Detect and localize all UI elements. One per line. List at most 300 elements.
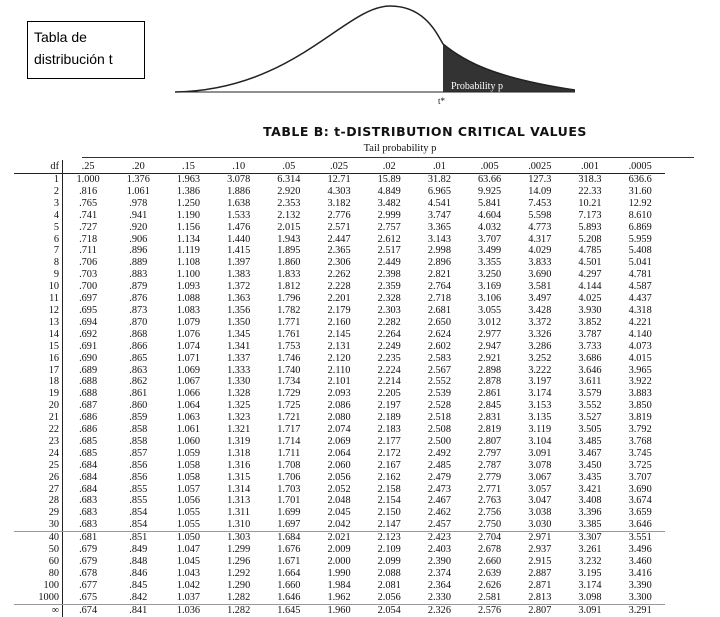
critical-value-cell: 2.000 — [327, 556, 351, 567]
critical-value-cell: 2.048 — [327, 495, 351, 507]
critical-value-cell: 3.505 — [578, 424, 602, 436]
critical-value-cell: .683 — [79, 507, 98, 519]
critical-value-cell: 3.300 — [615, 592, 665, 604]
critical-value-cell: 1.746 — [277, 352, 301, 364]
table-row — [14, 472, 665, 484]
critical-value-cell: 1.960 — [327, 604, 351, 616]
critical-value-cell: 1.325 — [227, 400, 251, 412]
critical-value-cell: 2.639 — [478, 567, 502, 579]
critical-value-cell: 1.886 — [227, 185, 251, 197]
df-cell: 6 — [14, 234, 63, 246]
critical-value-cell: 31.60 — [628, 185, 652, 197]
critical-value-cell: 3.057 — [528, 483, 552, 495]
critical-value-cell: 3.182 — [327, 197, 351, 209]
critical-value-cell: 2.160 — [327, 316, 351, 328]
critical-value-cell: 2.947 — [478, 340, 502, 352]
df-cell: ∞ — [14, 604, 63, 616]
critical-value-cell: 3.527 — [578, 412, 602, 424]
critical-value-cell: 2.567 — [427, 364, 451, 376]
critical-value-cell: 3.169 — [478, 281, 502, 293]
critical-value-cell: 5.408 — [628, 245, 652, 257]
critical-value-cell: 2.660 — [478, 556, 502, 567]
critical-value-cell: 4.318 — [628, 304, 652, 316]
critical-value-cell: 3.098 — [565, 592, 615, 604]
critical-value-cell: 3.291 — [628, 604, 652, 616]
critical-value-cell: 1.316 — [227, 459, 251, 471]
df-cell: 27 — [14, 484, 63, 496]
critical-value-cell: 2.423 — [427, 532, 451, 544]
critical-value-cell: 2.915 — [528, 556, 552, 567]
critical-value-cell: 4.541 — [427, 197, 451, 209]
critical-value-cell: 3.467 — [578, 447, 602, 459]
critical-value-cell: 2.517 — [377, 245, 401, 257]
critical-value-cell: 2.205 — [377, 388, 401, 400]
critical-value-cell: 3.496 — [628, 544, 652, 556]
critical-value-cell: 1.282 — [214, 592, 264, 604]
critical-value-cell: 3.153 — [528, 400, 552, 412]
df-cell: 24 — [14, 448, 63, 460]
critical-value-cell: 2.831 — [478, 412, 502, 424]
critical-value-cell: 5.893 — [578, 221, 602, 233]
slide-title-box — [27, 21, 145, 79]
critical-value-cell: 2.898 — [478, 364, 502, 376]
critical-value-cell: 4.501 — [578, 257, 602, 269]
critical-value-cell: 2.154 — [377, 495, 401, 507]
table-row — [14, 281, 665, 293]
critical-value-cell: 2.807 — [478, 435, 502, 447]
critical-value-cell: .678 — [79, 567, 98, 579]
critical-value-cell: .856 — [129, 471, 148, 483]
critical-value-cell: 1.729 — [277, 388, 301, 400]
critical-value-cell: .858 — [129, 435, 148, 447]
probability-header: .20 — [113, 160, 163, 174]
critical-value-cell: .683 — [63, 519, 114, 531]
critical-value-cell: 3.326 — [528, 328, 552, 340]
critical-value-cell: 1.397 — [227, 257, 251, 269]
critical-value-cell: 2.998 — [427, 245, 451, 257]
critical-value-cell: 2.403 — [427, 544, 451, 556]
critical-value-cell: 3.047 — [528, 495, 552, 507]
critical-value-cell: .860 — [129, 400, 148, 412]
df-cell: 21 — [14, 412, 63, 424]
critical-value-cell: 14.09 — [528, 185, 552, 197]
critical-value-cell: 1.093 — [176, 281, 201, 293]
table-row — [14, 269, 665, 281]
critical-value-cell: 1.533 — [227, 209, 251, 221]
critical-value-cell: 1.282 — [227, 604, 251, 616]
df-cell: 18 — [14, 376, 63, 388]
critical-value-cell: 1.345 — [227, 328, 251, 340]
critical-value-cell: .694 — [79, 316, 98, 328]
critical-value-cell: 1.337 — [227, 352, 251, 364]
probability-header: .10 — [214, 160, 264, 174]
critical-value-cell: 4.297 — [578, 269, 602, 281]
table-row — [14, 174, 665, 186]
critical-value-cell: 2.056 — [327, 471, 351, 483]
critical-value-cell: 2.518 — [427, 412, 451, 424]
critical-value-cell: 7.453 — [528, 197, 552, 209]
critical-value-cell: 3.581 — [528, 281, 552, 293]
critical-value-cell: 12.71 — [327, 174, 351, 185]
critical-value-cell: .681 — [79, 532, 98, 544]
critical-value-cell: .718 — [79, 233, 98, 245]
slide-title-line2: distribución t — [34, 51, 113, 67]
critical-value-cell: 3.055 — [478, 304, 502, 316]
critical-value-cell: 1.318 — [227, 447, 251, 459]
critical-value-cell: 1.383 — [227, 269, 251, 281]
critical-value-cell: 2.074 — [327, 424, 351, 436]
critical-value-cell: 4.317 — [528, 233, 552, 245]
probability-header: .01 — [414, 160, 464, 174]
df-cell: 4 — [14, 210, 63, 222]
t-critical-values-table — [14, 160, 665, 617]
critical-value-cell: 2.060 — [327, 459, 351, 471]
critical-value-cell: 8.610 — [628, 209, 652, 221]
critical-value-cell: 5.598 — [528, 209, 552, 221]
critical-value-cell: 1.057 — [176, 483, 201, 495]
critical-value-cell: 1.703 — [277, 483, 301, 495]
critical-value-cell: 3.674 — [628, 495, 652, 507]
critical-value-cell: 2.813 — [515, 592, 565, 604]
critical-value-cell: 3.355 — [478, 257, 502, 269]
tail-probability-rule — [82, 157, 694, 158]
critical-value-cell: 2.449 — [377, 257, 401, 269]
critical-value-cell: 3.174 — [528, 388, 552, 400]
critical-value-cell: 318.3 — [578, 174, 602, 185]
critical-value-cell: 3.416 — [628, 567, 652, 579]
table-row — [14, 495, 665, 507]
critical-value-cell: 1.350 — [227, 316, 251, 328]
critical-value-cell: 1.440 — [227, 233, 251, 245]
critical-value-cell: 3.922 — [628, 376, 652, 388]
critical-value-cell: 2.235 — [377, 352, 401, 364]
df-cell: 8 — [14, 257, 63, 269]
critical-value-cell: 2.650 — [427, 316, 451, 328]
critical-value-cell: 1.476 — [227, 221, 251, 233]
critical-value-cell: .841 — [129, 604, 148, 616]
critical-value-cell: 2.183 — [377, 424, 401, 436]
critical-value-cell: .674 — [79, 604, 98, 616]
critical-value-cell: 3.497 — [528, 293, 552, 305]
critical-value-cell: .848 — [129, 556, 148, 567]
critical-value-cell: 2.101 — [327, 376, 351, 388]
critical-value-cell: 1.753 — [277, 340, 301, 352]
critical-value-cell: 1.721 — [277, 412, 301, 424]
critical-value-cell: 3.104 — [528, 435, 552, 447]
critical-value-cell: 2.462 — [427, 507, 451, 519]
table-row — [14, 532, 665, 544]
critical-value-cell: 1.134 — [176, 233, 201, 245]
probability-header: .0025 — [515, 160, 565, 174]
critical-value-cell: 1.290 — [227, 579, 251, 591]
table-row — [14, 556, 665, 568]
critical-value-cell: 2.080 — [327, 412, 351, 424]
critical-value-cell: 2.172 — [377, 447, 401, 459]
critical-value-cell: 1.796 — [277, 293, 301, 305]
critical-value-cell: 2.764 — [427, 281, 451, 293]
table-row — [14, 353, 665, 365]
critical-value-cell: 3.119 — [528, 424, 552, 436]
critical-value-cell: 127.3 — [528, 174, 552, 185]
critical-value-cell: 3.787 — [578, 328, 602, 340]
critical-value-cell: 4.025 — [578, 293, 602, 305]
t-star-label: t* — [438, 96, 446, 106]
table-title: TABLE B: t-DISTRIBUTION CRITICAL VALUES — [263, 124, 587, 139]
df-cell: 2 — [14, 186, 63, 198]
critical-value-cell: 4.587 — [628, 281, 652, 293]
critical-value-cell: 3.252 — [528, 352, 552, 364]
critical-value-cell: 2.197 — [377, 400, 401, 412]
critical-value-cell: 1.895 — [277, 245, 301, 257]
critical-value-cell: 2.861 — [478, 388, 502, 400]
critical-value-cell: 1.386 — [176, 185, 201, 197]
df-cell: 17 — [14, 365, 63, 377]
critical-value-cell: 1.119 — [177, 245, 200, 257]
critical-value-cell: .842 — [113, 592, 163, 604]
critical-value-cell: 4.849 — [377, 185, 401, 197]
critical-value-cell: 1.943 — [277, 233, 301, 245]
critical-value-cell: 3.690 — [628, 483, 652, 495]
df-cell: 22 — [14, 424, 63, 436]
critical-value-cell: 4.773 — [528, 221, 552, 233]
critical-value-cell: .845 — [129, 579, 148, 591]
critical-value-cell: .883 — [129, 269, 148, 281]
critical-value-cell: 1.061 — [176, 424, 201, 436]
critical-value-cell: 2.681 — [427, 304, 451, 316]
table-row — [14, 507, 665, 519]
critical-value-cell: 1.042 — [176, 579, 201, 591]
critical-value-cell: .697 — [79, 293, 98, 305]
critical-value-cell: 3.067 — [528, 471, 552, 483]
critical-value-cell: .978 — [129, 197, 148, 209]
critical-value-cell: 1.415 — [227, 245, 251, 257]
critical-value-cell: 1.376 — [126, 174, 150, 185]
critical-value-cell: 1.660 — [277, 579, 301, 591]
critical-value-cell: 1.645 — [277, 604, 301, 616]
critical-value-cell: 2.064 — [327, 447, 351, 459]
critical-value-cell: 1.372 — [227, 281, 251, 293]
df-cell: 60 — [14, 556, 63, 568]
critical-value-cell: 3.707 — [628, 471, 652, 483]
critical-value-cell: 3.646 — [615, 519, 665, 531]
critical-value-cell: 1.962 — [314, 592, 364, 604]
critical-value-cell: .692 — [79, 328, 98, 340]
critical-value-cell: 3.850 — [628, 400, 652, 412]
critical-value-cell: 3.499 — [478, 245, 502, 257]
probability-header: .005 — [465, 160, 515, 174]
critical-value-cell: 1.684 — [277, 532, 301, 544]
critical-value-cell: 2.167 — [377, 459, 401, 471]
critical-value-cell: 5.041 — [628, 257, 652, 269]
critical-value-cell: 2.054 — [377, 604, 401, 616]
critical-value-cell: 2.845 — [478, 400, 502, 412]
critical-value-cell: 2.328 — [377, 293, 401, 305]
critical-value-cell: 1.063 — [176, 412, 201, 424]
table-row — [14, 412, 665, 424]
critical-value-cell: 2.303 — [377, 304, 401, 316]
critical-value-cell: .861 — [129, 388, 148, 400]
critical-value-cell: 1.708 — [277, 459, 301, 471]
critical-value-cell: 1.043 — [176, 567, 201, 579]
critical-value-cell: 4.073 — [628, 340, 652, 352]
critical-value-cell: 2.757 — [377, 221, 401, 233]
critical-value-cell: 2.374 — [427, 567, 451, 579]
critical-value-cell: 3.078 — [227, 174, 251, 185]
critical-value-cell: .870 — [129, 316, 148, 328]
probability-header: .25 — [63, 160, 114, 174]
critical-value-cell: 3.833 — [528, 257, 552, 269]
table-row — [14, 245, 665, 257]
critical-value-cell: .906 — [129, 233, 148, 245]
critical-value-cell: 2.069 — [327, 435, 351, 447]
table-row — [14, 186, 665, 198]
critical-value-cell: .688 — [79, 388, 98, 400]
table-row — [14, 222, 665, 234]
critical-value-cell: 1.190 — [176, 209, 201, 221]
table-row — [14, 580, 665, 592]
critical-value-cell: 1.066 — [176, 388, 201, 400]
critical-value-cell: 31.82 — [427, 174, 451, 185]
critical-value-cell: 2.056 — [364, 592, 414, 604]
critical-value-cell: 5.208 — [578, 233, 602, 245]
critical-value-cell: 1.706 — [277, 471, 301, 483]
critical-value-cell: 3.965 — [628, 364, 652, 376]
critical-value-cell: .703 — [79, 269, 98, 281]
critical-value-cell: 1.740 — [277, 364, 301, 376]
probability-label: Probability p — [451, 81, 503, 92]
critical-value-cell: 2.937 — [528, 544, 552, 556]
critical-value-cell: 4.437 — [628, 293, 652, 305]
critical-value-cell: 3.030 — [515, 519, 565, 531]
critical-value-cell: 5.841 — [478, 197, 502, 209]
critical-value-cell: 9.925 — [478, 185, 502, 197]
critical-value-cell: .858 — [129, 424, 148, 436]
critical-value-cell: 1.156 — [176, 221, 201, 233]
critical-value-cell: 6.314 — [277, 174, 301, 185]
table-row — [14, 365, 665, 377]
critical-value-cell: 4.029 — [528, 245, 552, 257]
critical-value-cell: .686 — [79, 412, 98, 424]
critical-value-cell: 2.228 — [327, 281, 351, 293]
probability-header: .02 — [364, 160, 414, 174]
critical-value-cell: 2.150 — [377, 507, 401, 519]
slide-title-line1: Tabla de — [34, 29, 87, 45]
critical-value-cell: 2.771 — [478, 483, 502, 495]
critical-value-cell: 4.303 — [327, 185, 351, 197]
critical-value-cell: 2.120 — [327, 352, 351, 364]
critical-value-cell: 1.356 — [227, 304, 251, 316]
critical-value-cell: 3.852 — [578, 316, 602, 328]
critical-value-cell: 1.323 — [227, 412, 251, 424]
df-cell: 1000 — [14, 592, 63, 604]
df-cell: 20 — [14, 400, 63, 412]
critical-value-cell: 1.088 — [176, 293, 201, 305]
df-cell: 16 — [14, 353, 63, 365]
critical-value-cell: .684 — [79, 471, 98, 483]
critical-value-cell: 3.611 — [578, 376, 602, 388]
critical-value-cell: 3.091 — [578, 604, 602, 616]
critical-value-cell: .941 — [129, 209, 148, 221]
df-cell: 3 — [14, 198, 63, 210]
table-row — [14, 424, 665, 436]
critical-value-cell: 1.056 — [176, 495, 201, 507]
critical-value-cell: .866 — [129, 340, 148, 352]
critical-value-cell: 3.930 — [578, 304, 602, 316]
critical-value-cell: 3.078 — [528, 459, 552, 471]
critical-value-cell: 2.807 — [528, 604, 552, 616]
critical-value-cell: 1.061 — [126, 185, 150, 197]
critical-value-cell: 15.89 — [377, 174, 401, 185]
table-row — [14, 198, 665, 210]
critical-value-cell: 2.626 — [478, 579, 502, 591]
critical-value-cell: 3.365 — [427, 221, 451, 233]
critical-value-cell: 3.690 — [528, 269, 552, 281]
critical-value-cell: .889 — [129, 257, 148, 269]
critical-value-cell: 2.528 — [427, 400, 451, 412]
probability-header: .0005 — [615, 160, 665, 174]
critical-value-cell: 2.581 — [465, 592, 515, 604]
probability-header: .025 — [314, 160, 364, 174]
critical-value-cell: .683 — [79, 495, 98, 507]
critical-value-cell: 3.428 — [528, 304, 552, 316]
critical-value-cell: 2.365 — [327, 245, 351, 257]
critical-value-cell: .688 — [79, 376, 98, 388]
critical-value-cell: .727 — [79, 221, 98, 233]
critical-value-cell: 1.036 — [176, 604, 201, 616]
critical-value-cell: 1.833 — [277, 269, 301, 281]
critical-value-cell: .854 — [129, 507, 148, 519]
critical-value-cell: 2.162 — [377, 471, 401, 483]
critical-value-cell: 2.093 — [327, 388, 351, 400]
critical-value-cell: 3.725 — [628, 459, 652, 471]
critical-value-cell: .816 — [79, 185, 98, 197]
critical-value-cell: 2.224 — [377, 364, 401, 376]
critical-value-cell: 1.055 — [163, 519, 213, 531]
critical-value-cell: 1.328 — [227, 388, 251, 400]
critical-value-cell: 2.999 — [377, 209, 401, 221]
critical-value-cell: 2.145 — [327, 328, 351, 340]
critical-value-cell: 1.321 — [227, 424, 251, 436]
critical-value-cell: 2.042 — [314, 519, 364, 531]
critical-value-cell: 3.819 — [628, 412, 652, 424]
critical-value-cell: 3.707 — [478, 233, 502, 245]
critical-value-cell: 3.038 — [528, 507, 552, 519]
critical-value-cell: 2.920 — [277, 185, 301, 197]
critical-value-cell: 2.887 — [528, 567, 552, 579]
critical-value-cell: 3.646 — [578, 364, 602, 376]
critical-value-cell: 2.009 — [327, 544, 351, 556]
critical-value-cell: 3.106 — [478, 293, 502, 305]
critical-value-cell: 2.330 — [414, 592, 464, 604]
critical-value-cell: 1.319 — [227, 435, 251, 447]
df-cell: 13 — [14, 317, 63, 329]
critical-value-cell: 2.704 — [478, 532, 502, 544]
critical-value-cell: .700 — [79, 281, 98, 293]
critical-value-cell: .706 — [79, 257, 98, 269]
critical-value-cell: 1.299 — [227, 544, 251, 556]
critical-value-cell: 2.179 — [327, 304, 351, 316]
df-cell: 25 — [14, 460, 63, 472]
critical-value-cell: 7.173 — [578, 209, 602, 221]
table-row — [14, 460, 665, 472]
critical-value-cell: 4.032 — [478, 221, 502, 233]
table-row — [14, 568, 665, 580]
critical-value-cell: .879 — [129, 281, 148, 293]
critical-value-cell: 2.971 — [528, 532, 552, 544]
critical-value-cell: 1.701 — [277, 495, 301, 507]
critical-value-cell: 3.659 — [628, 507, 652, 519]
critical-value-cell: 3.143 — [427, 233, 451, 245]
